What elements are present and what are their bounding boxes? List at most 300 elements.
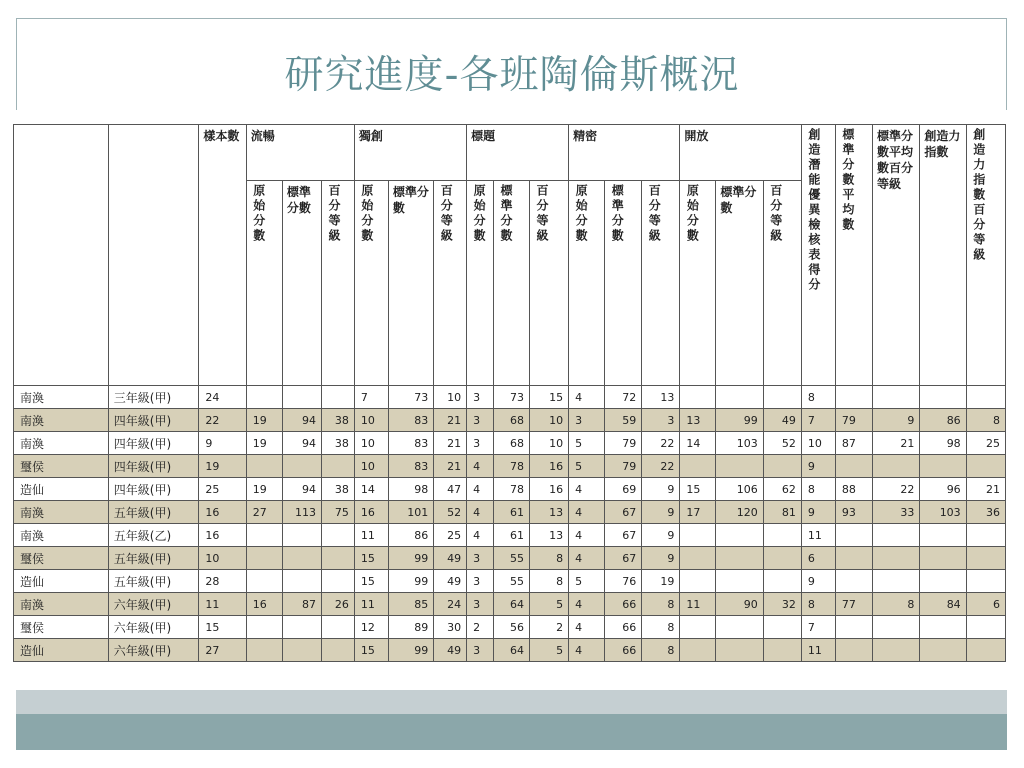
cell-sample-size: 9	[199, 432, 246, 455]
cell-elaboration-pct: 9	[642, 501, 680, 524]
cell-openness-raw	[680, 386, 716, 409]
cell-creativity-index: 98	[920, 432, 966, 455]
cell-class: 六年級(甲)	[108, 593, 199, 616]
cell-sample-size: 15	[199, 616, 246, 639]
cell-creativity-index	[920, 570, 966, 593]
cell-fluency-std	[282, 455, 321, 478]
cell-school: 璽侯	[14, 455, 109, 478]
cell-std-mean-pct	[872, 524, 919, 547]
header-creativity-index: 創造力指數	[920, 125, 966, 386]
cell-fluency-pct: 38	[321, 432, 354, 455]
cell-school: 造仙	[14, 570, 109, 593]
table-row	[14, 432, 1006, 455]
cell-originality-raw: 10	[354, 455, 388, 478]
cell-sample-size: 28	[199, 570, 246, 593]
cell-originality-std: 86	[388, 524, 433, 547]
cell-openness-pct	[763, 547, 801, 570]
subheader-raw: 原始分數	[354, 181, 388, 386]
cell-titles-pct: 13	[530, 524, 569, 547]
cell-titles-pct: 10	[530, 432, 569, 455]
cell-fluency-raw	[246, 455, 282, 478]
header-elaboration: 精密	[569, 125, 680, 181]
cell-openness-std	[716, 524, 763, 547]
cell-school: 南渙	[14, 501, 109, 524]
subheader-raw: 原始分數	[246, 181, 282, 386]
table-row	[14, 524, 1006, 547]
cell-openness-std: 103	[716, 432, 763, 455]
cell-creativity-index	[920, 547, 966, 570]
cell-elaboration-raw: 4	[569, 478, 605, 501]
header-creativity-index-percentile: 創造力指數百分等級	[966, 125, 1005, 386]
cell-openness-pct	[763, 570, 801, 593]
footer-band-dark	[16, 714, 1007, 750]
cell-fluency-raw	[246, 616, 282, 639]
cell-titles-raw: 2	[467, 616, 494, 639]
cell-openness-std: 120	[716, 501, 763, 524]
cell-creativity-index	[920, 524, 966, 547]
cell-fluency-pct	[321, 455, 354, 478]
cell-originality-raw: 15	[354, 570, 388, 593]
cell-fluency-raw	[246, 386, 282, 409]
cell-titles-raw: 3	[467, 593, 494, 616]
cell-titles-std: 78	[493, 455, 529, 478]
cell-originality-raw: 11	[354, 524, 388, 547]
cell-titles-raw: 3	[467, 386, 494, 409]
cell-originality-pct: 10	[434, 386, 467, 409]
cell-checklist-score: 6	[801, 547, 835, 570]
subheader-pct: 百分等級	[763, 181, 801, 386]
cell-creativity-index: 103	[920, 501, 966, 524]
cell-originality-std: 99	[388, 639, 433, 662]
cell-titles-std: 78	[493, 478, 529, 501]
cell-fluency-std	[282, 547, 321, 570]
cell-titles-std: 73	[493, 386, 529, 409]
cell-titles-pct: 15	[530, 386, 569, 409]
cell-checklist-score: 11	[801, 524, 835, 547]
cell-openness-pct: 52	[763, 432, 801, 455]
cell-originality-std: 83	[388, 432, 433, 455]
cell-std-mean	[835, 455, 872, 478]
cell-checklist-score: 7	[801, 409, 835, 432]
cell-school: 璽侯	[14, 547, 109, 570]
cell-elaboration-pct: 9	[642, 524, 680, 547]
cell-originality-raw: 12	[354, 616, 388, 639]
table-row	[14, 547, 1006, 570]
cell-titles-std: 56	[493, 616, 529, 639]
cell-std-mean-pct: 21	[872, 432, 919, 455]
cell-elaboration-raw: 4	[569, 639, 605, 662]
cell-checklist-score: 8	[801, 478, 835, 501]
table-row	[14, 455, 1006, 478]
cell-elaboration-raw: 5	[569, 432, 605, 455]
cell-creativity-index	[920, 455, 966, 478]
cell-elaboration-pct: 8	[642, 616, 680, 639]
cell-openness-raw: 11	[680, 593, 716, 616]
cell-fluency-pct	[321, 639, 354, 662]
cell-elaboration-raw: 4	[569, 616, 605, 639]
cell-school: 璽侯	[14, 616, 109, 639]
cell-elaboration-raw: 5	[569, 455, 605, 478]
cell-fluency-raw	[246, 524, 282, 547]
cell-creativity-index-pct	[966, 616, 1005, 639]
cell-openness-pct: 81	[763, 501, 801, 524]
subheader-std: 標準分數	[493, 181, 529, 386]
cell-originality-pct: 21	[434, 455, 467, 478]
cell-school: 造仙	[14, 639, 109, 662]
cell-fluency-std	[282, 639, 321, 662]
cell-checklist-score: 8	[801, 593, 835, 616]
cell-openness-raw	[680, 547, 716, 570]
cell-elaboration-pct: 9	[642, 478, 680, 501]
cell-originality-pct: 47	[434, 478, 467, 501]
cell-titles-pct: 8	[530, 570, 569, 593]
cell-fluency-pct: 75	[321, 501, 354, 524]
cell-fluency-std: 94	[282, 478, 321, 501]
cell-originality-std: 101	[388, 501, 433, 524]
cell-fluency-pct	[321, 616, 354, 639]
cell-titles-raw: 3	[467, 432, 494, 455]
cell-std-mean: 79	[835, 409, 872, 432]
cell-elaboration-std: 67	[605, 524, 642, 547]
cell-originality-raw: 10	[354, 432, 388, 455]
cell-openness-std: 99	[716, 409, 763, 432]
cell-elaboration-std: 79	[605, 455, 642, 478]
cell-originality-pct: 24	[434, 593, 467, 616]
cell-openness-pct: 32	[763, 593, 801, 616]
cell-originality-std: 98	[388, 478, 433, 501]
cell-titles-raw: 4	[467, 501, 494, 524]
cell-creativity-index-pct: 8	[966, 409, 1005, 432]
cell-creativity-index-pct: 6	[966, 593, 1005, 616]
cell-titles-pct: 16	[530, 455, 569, 478]
cell-fluency-raw	[246, 570, 282, 593]
table-row	[14, 501, 1006, 524]
cell-fluency-raw	[246, 547, 282, 570]
cell-sample-size: 25	[199, 478, 246, 501]
cell-originality-pct: 49	[434, 547, 467, 570]
cell-fluency-raw: 19	[246, 409, 282, 432]
cell-originality-pct: 49	[434, 639, 467, 662]
cell-openness-pct	[763, 639, 801, 662]
cell-class: 五年級(甲)	[108, 570, 199, 593]
cell-school: 南渙	[14, 386, 109, 409]
subheader-std: 標準分數	[282, 181, 321, 386]
cell-elaboration-pct: 22	[642, 455, 680, 478]
cell-openness-std	[716, 455, 763, 478]
cell-elaboration-raw: 5	[569, 570, 605, 593]
cell-std-mean	[835, 616, 872, 639]
header-class	[108, 125, 199, 386]
cell-openness-std: 90	[716, 593, 763, 616]
table-row	[14, 386, 1006, 409]
cell-creativity-index: 84	[920, 593, 966, 616]
cell-openness-raw	[680, 616, 716, 639]
cell-creativity-index-pct	[966, 570, 1005, 593]
torrance-summary-table	[13, 124, 1006, 662]
table-body	[14, 386, 1006, 662]
cell-fluency-std: 87	[282, 593, 321, 616]
cell-fluency-raw: 27	[246, 501, 282, 524]
table-row	[14, 593, 1006, 616]
cell-std-mean	[835, 524, 872, 547]
cell-elaboration-std: 66	[605, 616, 642, 639]
cell-openness-raw	[680, 524, 716, 547]
subheader-raw: 原始分數	[569, 181, 605, 386]
cell-fluency-pct	[321, 524, 354, 547]
cell-class: 五年級(甲)	[108, 501, 199, 524]
cell-std-mean: 77	[835, 593, 872, 616]
header-sample-size: 樣本數	[199, 125, 246, 386]
cell-std-mean-pct	[872, 455, 919, 478]
cell-std-mean	[835, 570, 872, 593]
subheader-raw: 原始分數	[680, 181, 716, 386]
cell-std-mean-pct	[872, 570, 919, 593]
cell-openness-std: 106	[716, 478, 763, 501]
cell-titles-pct: 5	[530, 593, 569, 616]
cell-std-mean-pct	[872, 639, 919, 662]
cell-originality-std: 89	[388, 616, 433, 639]
header-fluency: 流暢	[246, 125, 354, 181]
cell-openness-std	[716, 386, 763, 409]
cell-fluency-std: 94	[282, 409, 321, 432]
cell-elaboration-pct: 22	[642, 432, 680, 455]
cell-titles-pct: 10	[530, 409, 569, 432]
cell-elaboration-std: 72	[605, 386, 642, 409]
subheader-pct: 百分等級	[321, 181, 354, 386]
subheader-pct: 百分等級	[642, 181, 680, 386]
cell-openness-pct	[763, 386, 801, 409]
subheader-std: 標準分數	[388, 181, 433, 386]
cell-originality-std: 83	[388, 455, 433, 478]
cell-titles-std: 55	[493, 570, 529, 593]
cell-elaboration-raw: 4	[569, 547, 605, 570]
cell-fluency-raw: 19	[246, 432, 282, 455]
cell-openness-raw	[680, 570, 716, 593]
cell-openness-raw: 13	[680, 409, 716, 432]
cell-openness-pct	[763, 524, 801, 547]
cell-std-mean-pct: 8	[872, 593, 919, 616]
cell-elaboration-raw: 4	[569, 524, 605, 547]
cell-std-mean	[835, 386, 872, 409]
cell-school: 造仙	[14, 478, 109, 501]
cell-elaboration-pct: 8	[642, 639, 680, 662]
cell-originality-std: 85	[388, 593, 433, 616]
cell-creativity-index	[920, 639, 966, 662]
cell-elaboration-raw: 4	[569, 386, 605, 409]
cell-sample-size: 11	[199, 593, 246, 616]
cell-class: 四年級(甲)	[108, 409, 199, 432]
cell-titles-raw: 4	[467, 478, 494, 501]
cell-originality-pct: 21	[434, 409, 467, 432]
cell-fluency-pct: 38	[321, 478, 354, 501]
cell-creativity-index-pct	[966, 386, 1005, 409]
cell-fluency-raw: 19	[246, 478, 282, 501]
cell-elaboration-std: 66	[605, 593, 642, 616]
cell-openness-raw: 14	[680, 432, 716, 455]
header-school	[14, 125, 109, 386]
cell-school: 南渙	[14, 524, 109, 547]
table-row	[14, 639, 1006, 662]
cell-originality-raw: 16	[354, 501, 388, 524]
cell-class: 六年級(甲)	[108, 616, 199, 639]
cell-std-mean	[835, 547, 872, 570]
cell-class: 五年級(乙)	[108, 524, 199, 547]
cell-creativity-index	[920, 386, 966, 409]
cell-creativity-index: 96	[920, 478, 966, 501]
header-std-mean: 標準分數平均數	[835, 125, 872, 386]
cell-sample-size: 27	[199, 639, 246, 662]
cell-openness-pct: 62	[763, 478, 801, 501]
cell-originality-pct: 49	[434, 570, 467, 593]
cell-titles-raw: 3	[467, 409, 494, 432]
cell-sample-size: 10	[199, 547, 246, 570]
cell-elaboration-std: 79	[605, 432, 642, 455]
cell-elaboration-std: 76	[605, 570, 642, 593]
cell-titles-pct: 2	[530, 616, 569, 639]
cell-std-mean: 87	[835, 432, 872, 455]
header-titles: 標題	[467, 125, 569, 181]
cell-elaboration-pct: 19	[642, 570, 680, 593]
cell-fluency-pct	[321, 386, 354, 409]
cell-checklist-score: 10	[801, 432, 835, 455]
cell-elaboration-pct: 9	[642, 547, 680, 570]
cell-titles-std: 68	[493, 432, 529, 455]
cell-titles-raw: 3	[467, 570, 494, 593]
cell-titles-std: 61	[493, 524, 529, 547]
cell-elaboration-raw: 3	[569, 409, 605, 432]
cell-originality-std: 83	[388, 409, 433, 432]
cell-class: 四年級(甲)	[108, 455, 199, 478]
cell-titles-std: 61	[493, 501, 529, 524]
frame-top-border	[16, 18, 1006, 19]
cell-std-mean	[835, 639, 872, 662]
cell-std-mean-pct: 33	[872, 501, 919, 524]
cell-titles-std: 64	[493, 639, 529, 662]
cell-creativity-index-pct	[966, 455, 1005, 478]
cell-openness-raw	[680, 455, 716, 478]
cell-originality-std: 73	[388, 386, 433, 409]
cell-fluency-pct	[321, 547, 354, 570]
cell-checklist-score: 9	[801, 455, 835, 478]
cell-elaboration-raw: 4	[569, 593, 605, 616]
cell-titles-pct: 8	[530, 547, 569, 570]
cell-std-mean-pct: 9	[872, 409, 919, 432]
cell-titles-raw: 3	[467, 547, 494, 570]
table-row	[14, 478, 1006, 501]
cell-creativity-index-pct	[966, 639, 1005, 662]
cell-creativity-index: 86	[920, 409, 966, 432]
cell-class: 四年級(甲)	[108, 432, 199, 455]
cell-openness-std	[716, 616, 763, 639]
header-openness: 開放	[680, 125, 802, 181]
cell-originality-pct: 21	[434, 432, 467, 455]
cell-elaboration-raw: 4	[569, 501, 605, 524]
cell-originality-pct: 30	[434, 616, 467, 639]
cell-creativity-index-pct	[966, 524, 1005, 547]
cell-openness-pct: 49	[763, 409, 801, 432]
cell-originality-raw: 10	[354, 409, 388, 432]
subheader-pct: 百分等級	[434, 181, 467, 386]
cell-school: 南渙	[14, 593, 109, 616]
header-checklist-score: 創造潛能優異檢核表得分	[801, 125, 835, 386]
cell-fluency-raw	[246, 639, 282, 662]
cell-fluency-std	[282, 570, 321, 593]
cell-std-mean-pct	[872, 386, 919, 409]
slide-title: 研究進度-各班陶倫斯概況	[284, 53, 740, 98]
cell-elaboration-pct: 8	[642, 593, 680, 616]
cell-fluency-std: 113	[282, 501, 321, 524]
cell-openness-std	[716, 570, 763, 593]
cell-checklist-score: 9	[801, 501, 835, 524]
cell-creativity-index-pct: 25	[966, 432, 1005, 455]
cell-originality-raw: 11	[354, 593, 388, 616]
subheader-std: 標準分數	[605, 181, 642, 386]
cell-std-mean: 93	[835, 501, 872, 524]
cell-std-mean-pct: 22	[872, 478, 919, 501]
cell-originality-raw: 15	[354, 547, 388, 570]
cell-fluency-std	[282, 386, 321, 409]
header-originality: 獨創	[354, 125, 466, 181]
cell-fluency-pct: 38	[321, 409, 354, 432]
cell-originality-pct: 25	[434, 524, 467, 547]
cell-openness-pct	[763, 455, 801, 478]
cell-originality-pct: 52	[434, 501, 467, 524]
cell-fluency-std	[282, 524, 321, 547]
cell-class: 三年級(甲)	[108, 386, 199, 409]
header-std-mean-percentile: 標準分數平均數百分等級	[872, 125, 919, 386]
table-row	[14, 616, 1006, 639]
cell-titles-pct: 16	[530, 478, 569, 501]
cell-elaboration-std: 59	[605, 409, 642, 432]
cell-fluency-pct	[321, 570, 354, 593]
cell-titles-raw: 3	[467, 639, 494, 662]
cell-originality-raw: 7	[354, 386, 388, 409]
cell-elaboration-pct: 3	[642, 409, 680, 432]
cell-class: 四年級(甲)	[108, 478, 199, 501]
cell-school: 南渙	[14, 409, 109, 432]
cell-school: 南渙	[14, 432, 109, 455]
cell-sample-size: 16	[199, 524, 246, 547]
cell-checklist-score: 8	[801, 386, 835, 409]
cell-creativity-index-pct: 21	[966, 478, 1005, 501]
cell-sample-size: 16	[199, 501, 246, 524]
cell-fluency-std	[282, 616, 321, 639]
cell-std-mean-pct	[872, 616, 919, 639]
cell-fluency-std: 94	[282, 432, 321, 455]
cell-std-mean: 88	[835, 478, 872, 501]
cell-openness-raw: 15	[680, 478, 716, 501]
cell-originality-raw: 15	[354, 639, 388, 662]
subheader-std: 標準分數	[716, 181, 763, 386]
cell-titles-pct: 13	[530, 501, 569, 524]
cell-titles-std: 68	[493, 409, 529, 432]
table-row	[14, 409, 1006, 432]
cell-originality-std: 99	[388, 570, 433, 593]
subheader-pct: 百分等級	[530, 181, 569, 386]
cell-titles-raw: 4	[467, 524, 494, 547]
cell-sample-size: 22	[199, 409, 246, 432]
cell-sample-size: 24	[199, 386, 246, 409]
cell-openness-pct	[763, 616, 801, 639]
cell-openness-raw: 17	[680, 501, 716, 524]
cell-checklist-score: 7	[801, 616, 835, 639]
cell-checklist-score: 9	[801, 570, 835, 593]
cell-creativity-index	[920, 616, 966, 639]
cell-fluency-pct: 26	[321, 593, 354, 616]
cell-creativity-index-pct	[966, 547, 1005, 570]
cell-openness-raw	[680, 639, 716, 662]
cell-sample-size: 19	[199, 455, 246, 478]
